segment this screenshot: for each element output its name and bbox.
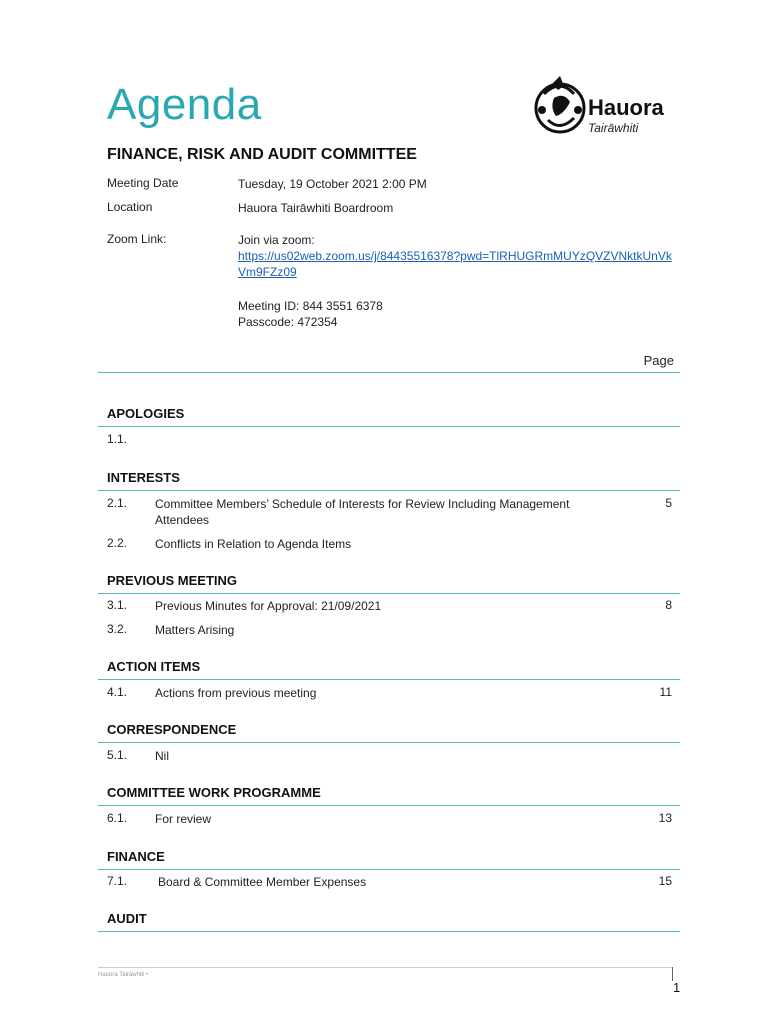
section-committee-work-programme: COMMITTEE WORK PROGRAMME <box>107 785 321 800</box>
section-divider <box>98 931 680 932</box>
item-number: 5.1. <box>107 748 128 762</box>
item-number: 3.2. <box>107 622 128 636</box>
zoom-block <box>238 232 678 330</box>
section-divider <box>98 679 680 680</box>
item-page: 15 <box>658 874 672 888</box>
committee-title: FINANCE, RISK AND AUDIT COMMITTEE <box>107 146 417 163</box>
footer-divider <box>98 967 672 968</box>
item-text: Matters Arising <box>155 623 235 637</box>
item-text: Committee Members’ Schedule of Interests for Review Including Management Attendees <box>155 497 570 527</box>
item-text: Actions from previous meeting <box>155 686 317 700</box>
meeting-date-value: Tuesday, 19 October 2021 2:00 PM <box>238 177 427 191</box>
section-divider <box>98 869 680 870</box>
item-number: 4.1. <box>107 685 128 699</box>
zoom-intro: Join via zoom: <box>238 233 315 247</box>
meeting-date-label: Meeting Date <box>107 176 179 190</box>
zoom-link[interactable]: https://us02web.zoom.us/j/84435516378?pwd=TlRHUGRmMUYzQVZVNktkUnVkVm9FZz09 <box>238 249 672 279</box>
logo-subtitle: Tairāwhiti <box>588 121 639 135</box>
page-title: Agenda <box>107 80 262 129</box>
meeting-id: Meeting ID: 844 3551 6378 <box>238 299 383 313</box>
section-divider <box>98 490 680 491</box>
section-finance: FINANCE <box>107 849 165 864</box>
item-text: Previous Minutes for Approval: 21/09/2021 <box>155 599 382 613</box>
item-number: 2.2. <box>107 536 128 550</box>
section-divider <box>98 742 680 743</box>
item-text: Nil <box>155 749 169 763</box>
item-number: 7.1. <box>107 874 128 888</box>
item-page: 8 <box>665 598 672 612</box>
footer-page-marker <box>672 967 673 981</box>
footer-page-number: 1 <box>673 980 681 995</box>
location-label: Location <box>107 200 153 214</box>
section-previous-meeting: PREVIOUS MEETING <box>107 573 238 588</box>
section-divider <box>98 593 680 594</box>
item-text: Conflicts in Relation to Agenda Items <box>155 537 352 551</box>
item-page: 13 <box>658 811 672 825</box>
section-apologies: APOLOGIES <box>107 406 185 421</box>
logo-name: Hauora <box>588 95 664 120</box>
section-interests: INTERESTS <box>107 470 180 485</box>
item-text: Board & Committee Member Expenses <box>158 875 367 889</box>
item-text: For review <box>155 812 212 826</box>
location-value: Hauora Tairāwhiti Boardroom <box>238 201 394 215</box>
section-divider <box>98 805 680 806</box>
zoom-label: Zoom Link: <box>107 232 167 246</box>
footer-org: Hauora Tairāwhiti • <box>98 972 149 978</box>
item-number: 6.1. <box>107 811 128 825</box>
section-action-items: ACTION ITEMS <box>107 659 201 674</box>
page-column-heading: Page <box>643 353 674 368</box>
item-number: 1.1. <box>107 432 128 446</box>
item-number: 2.1. <box>107 496 128 510</box>
item-page: 5 <box>665 496 672 510</box>
section-audit: AUDIT <box>107 911 147 926</box>
item-number: 3.1. <box>107 598 128 612</box>
passcode: Passcode: 472354 <box>238 315 338 329</box>
header-divider <box>98 372 680 373</box>
section-divider <box>98 426 680 427</box>
item-page: 11 <box>659 685 672 699</box>
section-correspondence: CORRESPONDENCE <box>107 722 237 737</box>
